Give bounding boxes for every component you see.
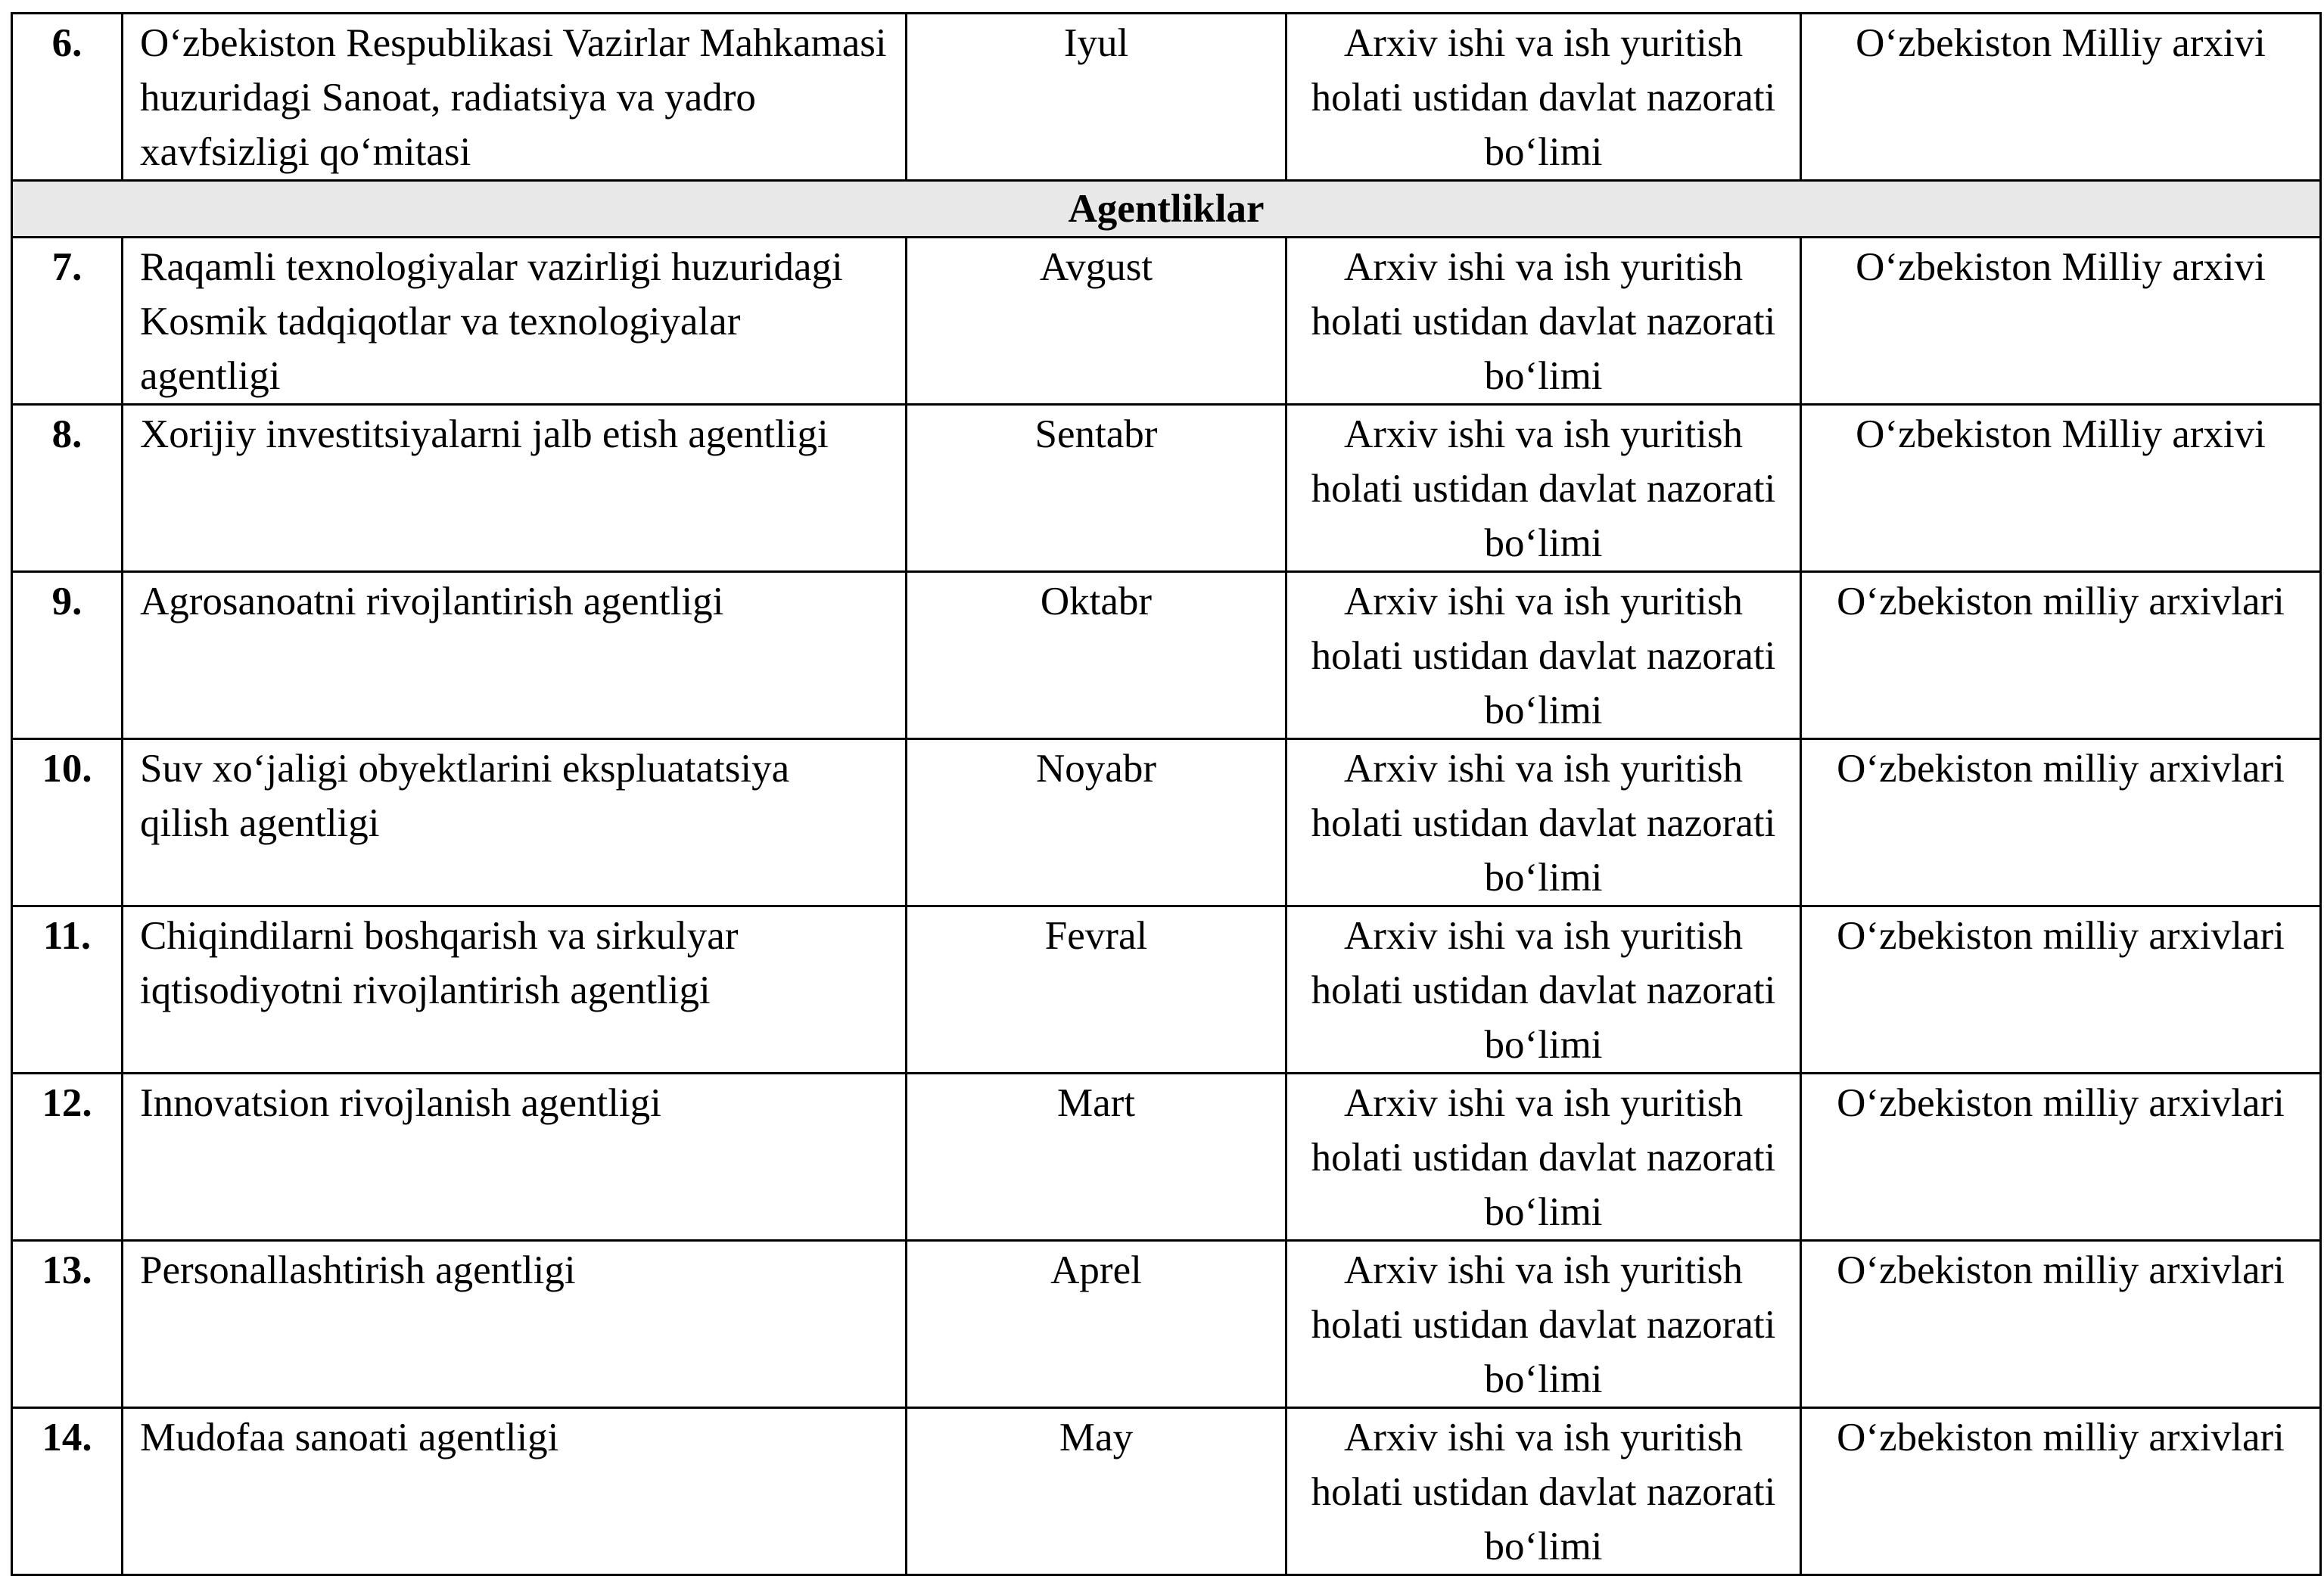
row-number: 14.: [12, 1408, 123, 1575]
responsible-department: Arxiv ishi va ish yuritish holati ustidan davlat nazorati bo‘limi: [1286, 1241, 1801, 1408]
row-number: 12.: [12, 1074, 123, 1241]
responsible-department: Arxiv ishi va ish yuritish holati ustidan davlat nazorati bo‘limi: [1286, 906, 1801, 1074]
organization-name: O‘zbekiston Respublikasi Vazirlar Mahkamasi huzuridagi Sanoat, radiatsiya va yadro xavfsizligi qo‘mitasi: [123, 14, 907, 181]
table-row: [12, 1408, 2321, 1575]
responsible-department: Arxiv ishi va ish yuritish holati ustidan davlat nazorati bo‘limi: [1286, 238, 1801, 405]
archive-name: O‘zbekiston Milliy arxivi: [1801, 238, 2321, 405]
inspection-month: Iyul: [907, 14, 1286, 181]
inspection-month: Mart: [907, 1074, 1286, 1241]
organization-name: Innovatsion rivojlanish agentligi: [123, 1074, 907, 1241]
responsible-department: Arxiv ishi va ish yuritish holati ustidan davlat nazorati bo‘limi: [1286, 1408, 1801, 1575]
archive-name: O‘zbekiston milliy arxivlari: [1801, 1074, 2321, 1241]
table-row: [12, 405, 2321, 572]
archive-name: O‘zbekiston Milliy arxivi: [1801, 405, 2321, 572]
section-title: Agentliklar: [12, 181, 2321, 238]
table-row: [12, 238, 2321, 405]
inspection-schedule-table: [11, 12, 2322, 1576]
table-row: [12, 1241, 2321, 1408]
table-row: [12, 739, 2321, 906]
organization-name: Suv xo‘jaligi obyektlarini ekspluatatsiya qilish agentligi: [123, 739, 907, 906]
table-body: [12, 14, 2321, 1575]
inspection-month: Fevral: [907, 906, 1286, 1074]
row-number: 7.: [12, 238, 123, 405]
organization-name: Raqamli texnologiyalar vazirligi huzuridagi Kosmik tadqiqotlar va texnologiyalar agentligi: [123, 238, 907, 405]
inspection-month: Avgust: [907, 238, 1286, 405]
inspection-month: Oktabr: [907, 572, 1286, 739]
organization-name: Xorijiy investitsiyalarni jalb etish agentligi: [123, 405, 907, 572]
row-number: 8.: [12, 405, 123, 572]
row-number: 6.: [12, 14, 123, 181]
inspection-month: May: [907, 1408, 1286, 1575]
inspection-month: Noyabr: [907, 739, 1286, 906]
organization-name: Mudofaa sanoati agentligi: [123, 1408, 907, 1575]
responsible-department: Arxiv ishi va ish yuritish holati ustidan davlat nazorati bo‘limi: [1286, 572, 1801, 739]
archive-name: O‘zbekiston Milliy arxivi: [1801, 14, 2321, 181]
table-row: [12, 14, 2321, 181]
table-row: [12, 1074, 2321, 1241]
archive-name: O‘zbekiston milliy arxivlari: [1801, 906, 2321, 1074]
organization-name: Chiqindilarni boshqarish va sirkulyar iqtisodiyotni rivojlantirish agentligi: [123, 906, 907, 1074]
table-row: [12, 906, 2321, 1074]
archive-name: O‘zbekiston milliy arxivlari: [1801, 1408, 2321, 1575]
responsible-department: Arxiv ishi va ish yuritish holati ustidan davlat nazorati bo‘limi: [1286, 405, 1801, 572]
archive-name: O‘zbekiston milliy arxivlari: [1801, 1241, 2321, 1408]
inspection-month: Aprel: [907, 1241, 1286, 1408]
archive-name: O‘zbekiston milliy arxivlari: [1801, 572, 2321, 739]
table-row: [12, 572, 2321, 739]
responsible-department: Arxiv ishi va ish yuritish holati ustidan davlat nazorati bo‘limi: [1286, 739, 1801, 906]
row-number: 13.: [12, 1241, 123, 1408]
organization-name: Personallashtirish agentligi: [123, 1241, 907, 1408]
archive-name: O‘zbekiston milliy arxivlari: [1801, 739, 2321, 906]
responsible-department: Arxiv ishi va ish yuritish holati ustidan davlat nazorati bo‘limi: [1286, 1074, 1801, 1241]
inspection-month: Sentabr: [907, 405, 1286, 572]
row-number: 9.: [12, 572, 123, 739]
row-number: 10.: [12, 739, 123, 906]
row-number: 11.: [12, 906, 123, 1074]
section-header-row: [12, 181, 2321, 238]
organization-name: Agrosanoatni rivojlantirish agentligi: [123, 572, 907, 739]
responsible-department: Arxiv ishi va ish yuritish holati ustidan davlat nazorati bo‘limi: [1286, 14, 1801, 181]
